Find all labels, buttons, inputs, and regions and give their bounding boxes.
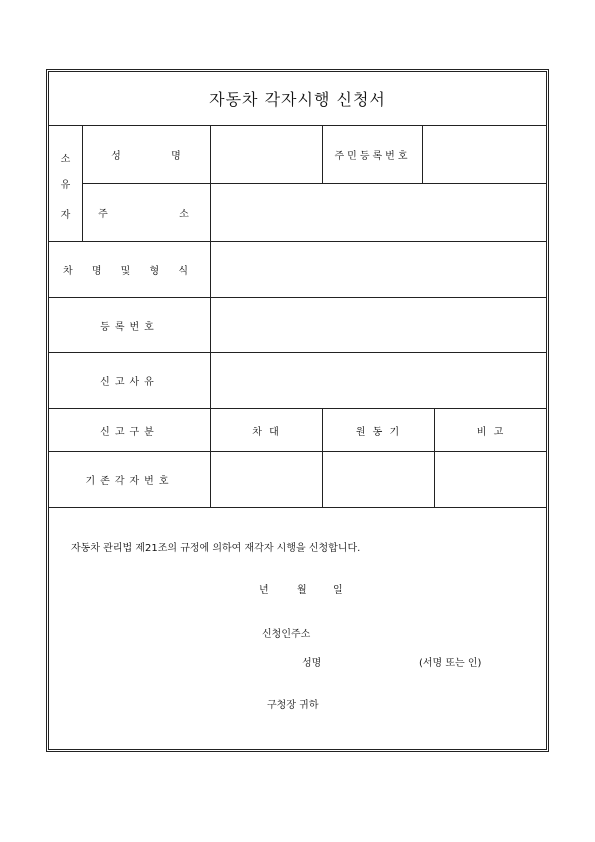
date-day-label: 일 <box>333 585 343 596</box>
registration-number-field[interactable] <box>211 298 547 352</box>
chassis-column-header: 차 대 <box>252 426 281 438</box>
owner-name-field[interactable] <box>211 126 322 183</box>
report-type-label: 신고구분 <box>100 426 159 438</box>
applicant-name-label: 성명 <box>302 658 322 669</box>
application-form <box>46 69 549 752</box>
address-label-2: 소 <box>179 208 189 220</box>
recipient-label: 구청장 귀하 <box>267 700 319 711</box>
owner-label-3: 자 <box>60 209 71 221</box>
signature-note: (서명 또는 인) <box>419 658 482 669</box>
registration-number-label: 등록번호 <box>100 321 159 333</box>
form-title: 자동차 각자시행 신청서 <box>209 90 386 109</box>
application-statement: 자동차 관리법 제21조의 규정에 의하여 재각자 시행을 신청합니다. <box>71 543 361 554</box>
date-month-label: 월 <box>297 585 307 596</box>
vehicle-type-label: 차 명 및 형 식 <box>62 266 196 277</box>
existing-remarks-field[interactable] <box>435 452 547 507</box>
address-label-1: 주 <box>98 208 108 220</box>
resident-number-label: 주민등록번호 <box>334 151 411 162</box>
owner-address-field[interactable] <box>211 184 547 241</box>
report-reason-field[interactable] <box>211 353 547 408</box>
applicant-address-label: 신청인주소 <box>262 629 311 640</box>
date-year-label: 년 <box>259 585 269 596</box>
resident-number-field[interactable] <box>423 126 547 183</box>
name-label-1: 성 <box>111 150 121 162</box>
name-label-2: 명 <box>171 150 181 162</box>
remarks-column-header: 비 고 <box>476 426 506 438</box>
engine-column-header: 원 동 기 <box>355 426 402 438</box>
owner-label-2: 유 <box>60 179 71 191</box>
existing-chassis-field[interactable] <box>211 452 322 507</box>
divider <box>49 507 546 508</box>
owner-label-1: 소 <box>60 153 71 165</box>
existing-number-label: 기존각자번호 <box>85 476 174 487</box>
divider <box>82 125 83 241</box>
report-reason-label: 신고사유 <box>100 377 159 388</box>
existing-engine-field[interactable] <box>323 452 434 507</box>
vehicle-type-field[interactable] <box>211 242 547 297</box>
